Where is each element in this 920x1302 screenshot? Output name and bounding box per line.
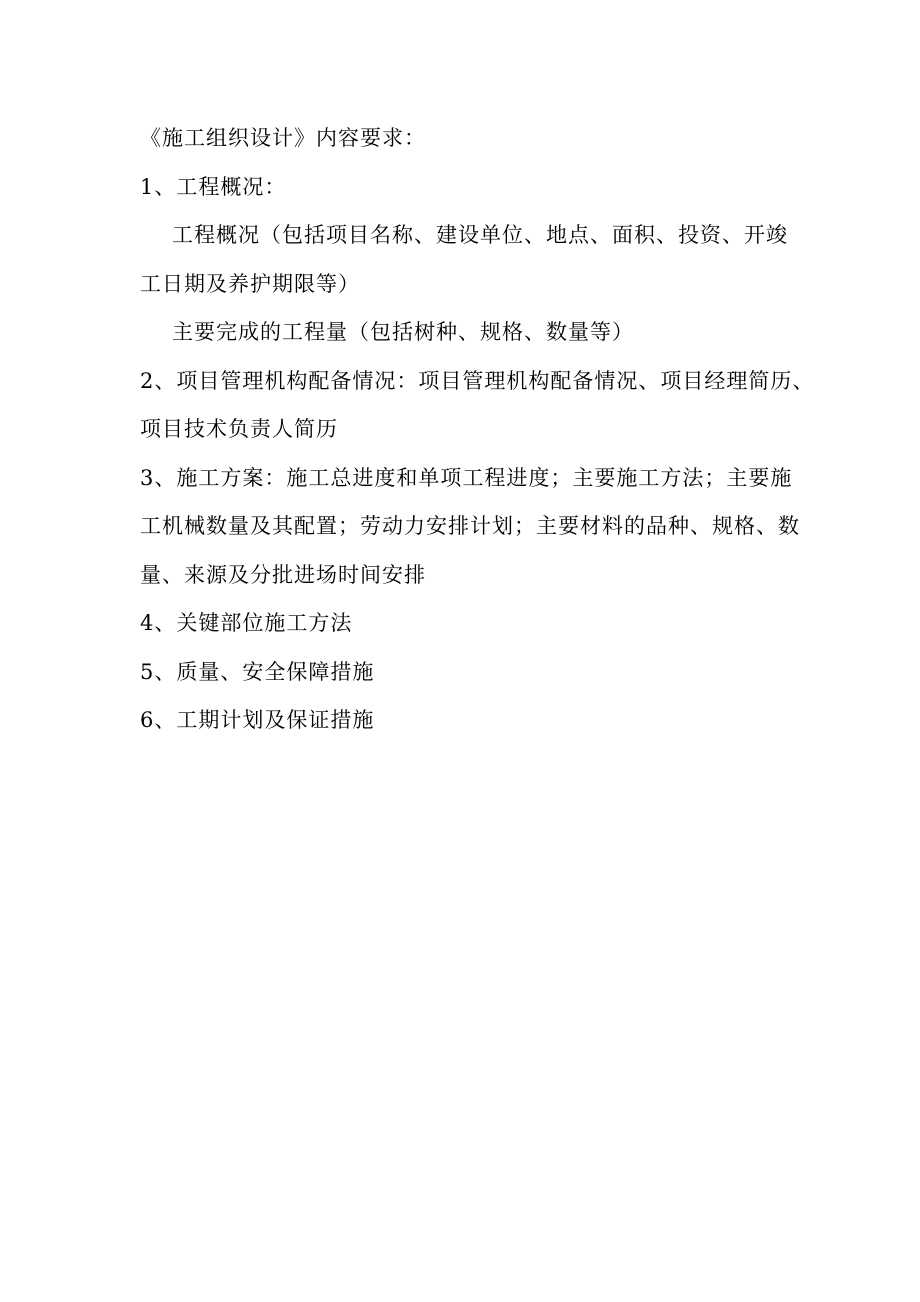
- section-2-line-1: 2、项目管理机构配备情况：项目管理机构配备情况、项目经理简历、: [140, 368, 815, 393]
- section-4: 4、关键部位施工方法: [140, 611, 353, 635]
- section-5: 5、质量、安全保障措施: [140, 659, 375, 684]
- section-3-line-2: 工机械数量及其配置；劳动力安排计划；主要材料的品种、规格、数: [140, 514, 800, 538]
- section-2-line-2: 项目技术负责人简历: [140, 417, 338, 441]
- document-title: 《施工组织设计》内容要求：: [140, 126, 426, 150]
- section-3-line-1: 3、施工方案：施工总进度和单项工程进度；主要施工方法；主要施: [140, 465, 793, 490]
- section-1-overview-line-1: 工程概况（包括项目名称、建设单位、地点、面积、投资、开竣: [172, 223, 788, 247]
- section-1-heading: 1、工程概况：: [140, 174, 287, 199]
- document-body: [140, 114, 815, 745]
- section-6: 6、工期计划及保证措施: [140, 708, 375, 732]
- section-1-overview-line-2: 工日期及养护期限等）: [140, 271, 360, 296]
- section-3-line-3: 量、来源及分批进场时间安排: [140, 562, 426, 587]
- section-1-quantities: 主要完成的工程量（包括树种、规格、数量等）: [172, 320, 634, 344]
